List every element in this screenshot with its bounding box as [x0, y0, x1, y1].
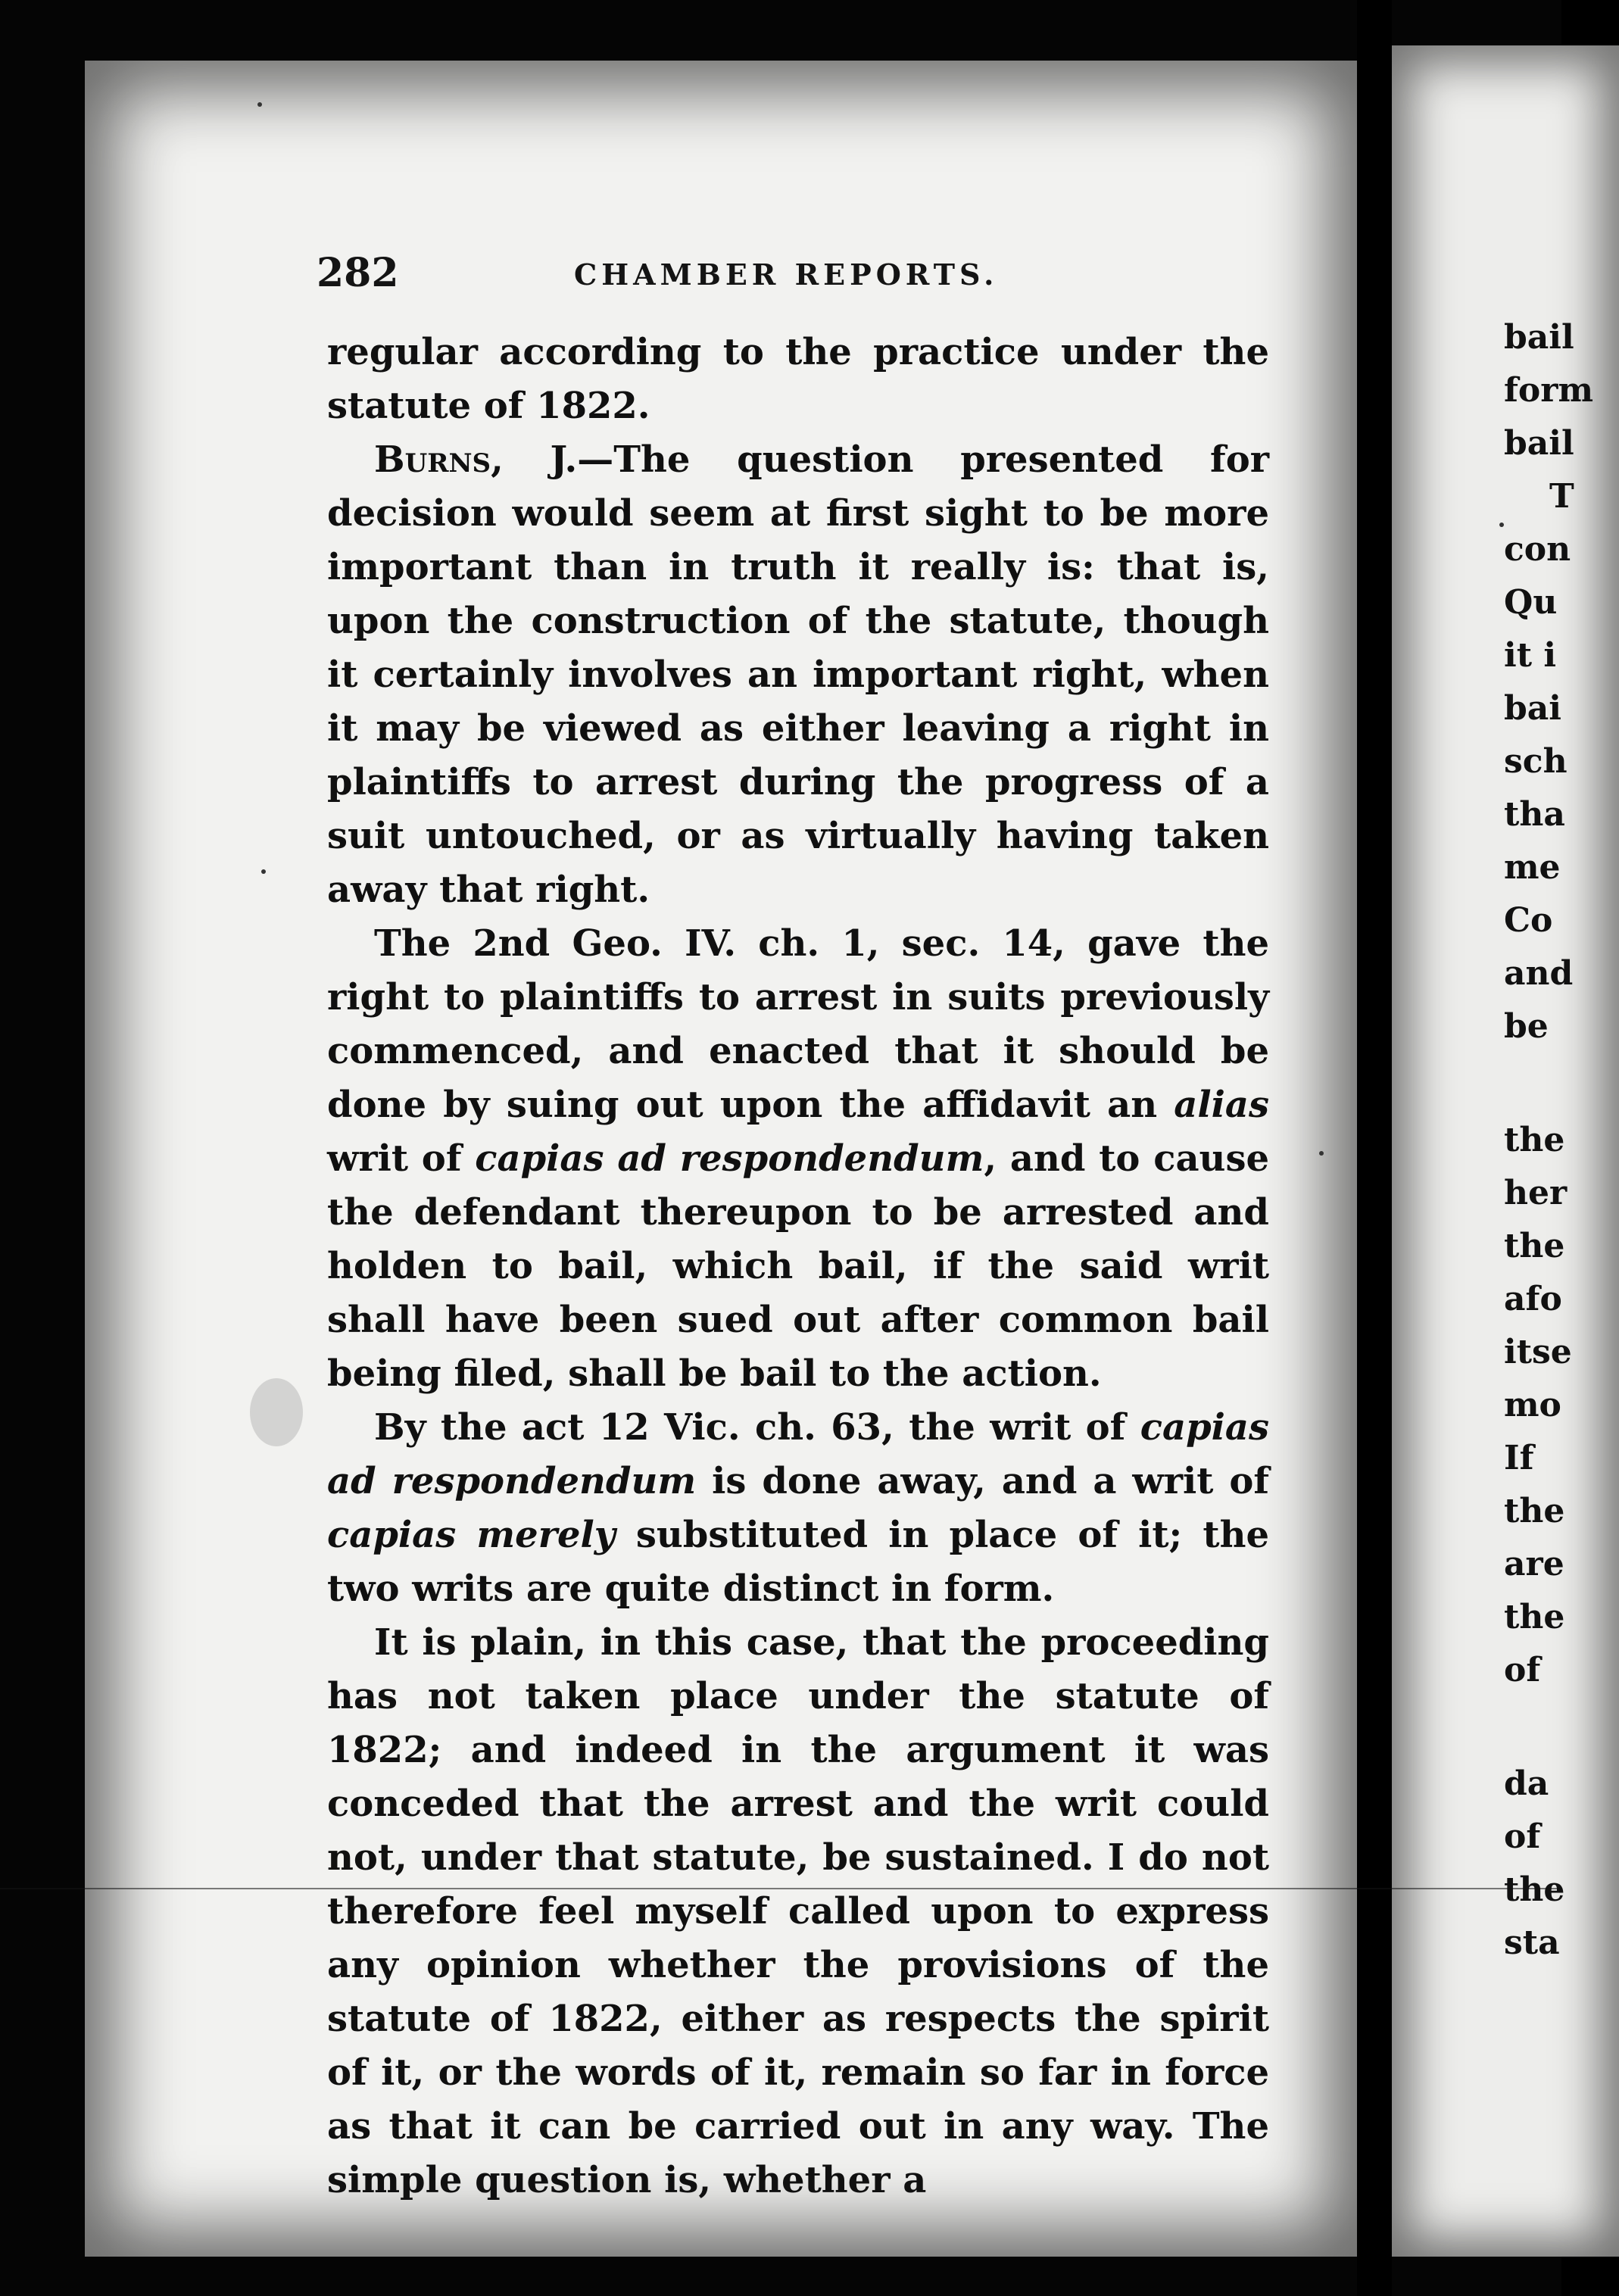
right-line: the [1504, 1870, 1565, 1909]
right-line: sch [1504, 742, 1568, 781]
right-line: the [1504, 1227, 1565, 1265]
right-line: the [1504, 1492, 1565, 1530]
right-line: of [1504, 1817, 1541, 1856]
body-text [327, 326, 1269, 2207]
italic-capias: capias ad respondendum [327, 1406, 1269, 1502]
page-number: 282 [317, 250, 399, 296]
italic-capias: capias ad respondendum [475, 1137, 984, 1180]
right-line: bai [1504, 689, 1561, 728]
paragraph-1: regular according to the practice under the statute of 1822. [327, 331, 1269, 427]
right-line: If [1504, 1439, 1534, 1477]
right-line: and [1504, 954, 1574, 993]
judge-name: Burns, J. [374, 438, 578, 481]
right-line: Qu [1504, 583, 1558, 622]
paragraph-4: By the act 12 Vic. ch. 63, the writ of capias ad respondendum is done away, and a writ of capias merely substituted in place of it; the two writs are quite distinct in form. [327, 1406, 1270, 1610]
running-title: CHAMBER REPORTS. [574, 257, 999, 292]
right-line: da [1504, 1764, 1549, 1803]
right-line: T [1549, 477, 1574, 516]
right-line: it i [1504, 636, 1557, 675]
right-line: con [1504, 530, 1571, 569]
right-line: me [1504, 848, 1561, 887]
right-line: bail [1504, 318, 1574, 357]
italic-capias-merely: capias merely [327, 1514, 616, 1556]
paper-speck [257, 102, 262, 107]
right-line: of [1504, 1651, 1541, 1689]
right-line: her [1504, 1174, 1568, 1212]
right-line: Co [1504, 901, 1553, 940]
right-line: form [1504, 371, 1594, 410]
italic-alias: alias [1174, 1084, 1269, 1126]
right-line: bail [1504, 424, 1574, 463]
paragraph-3: The 2nd Geo. IV. ch. 1, sec. 14, gave the right to plaintiffs to arrest in suits previously commenced, and enacted that it should be done by suing out upon the affidavit an alias writ of capias ad respondendum, and to cause the defendant thereupon to be arrested and holden to bail, which bail, if the said writ shall have been sued out after common bail being filed, shall be bail to the action. [327, 922, 1270, 1395]
right-line: are [1504, 1545, 1564, 1583]
paragraph-2: Burns, J.—The question presented for decision would seem at first sight to be more important than in truth it really is: that is, upon the construction of the statute, though it certainly involves an important right, when it may be viewed as either leaving a right in plaintiffs to arrest during the progress of a suit untouched, or as virtually having taken away that right. [327, 438, 1269, 911]
paper-speck [1499, 523, 1504, 527]
running-head [317, 250, 1271, 310]
right-line: itse [1504, 1333, 1572, 1371]
right-line: be [1504, 1007, 1549, 1046]
paper-stain [250, 1378, 303, 1446]
paper-speck [261, 869, 266, 874]
right-line: the [1504, 1121, 1565, 1159]
paragraph-5: It is plain, in this case, that the proceeding has not taken place under the statute of 1822; and indeed in the argument it was conceded that the arrest and the writ could not, under that statute, be sustained. I do not therefore feel myself called upon to express any opinion whether the provisions of the statute of 1822, either as respects the spirit of it, or the words of it, remain so far in force as that it can be carried out in any way. The simple question is, whether a [327, 1621, 1269, 2201]
scan-line [0, 1888, 1561, 1889]
right-line: tha [1504, 795, 1565, 834]
book-gutter [1357, 0, 1392, 2296]
right-line: sta [1504, 1923, 1560, 1962]
paper-speck [1319, 1151, 1324, 1156]
right-line: the [1504, 1598, 1565, 1636]
right-line: mo [1504, 1386, 1561, 1424]
right-line: afo [1504, 1280, 1562, 1318]
